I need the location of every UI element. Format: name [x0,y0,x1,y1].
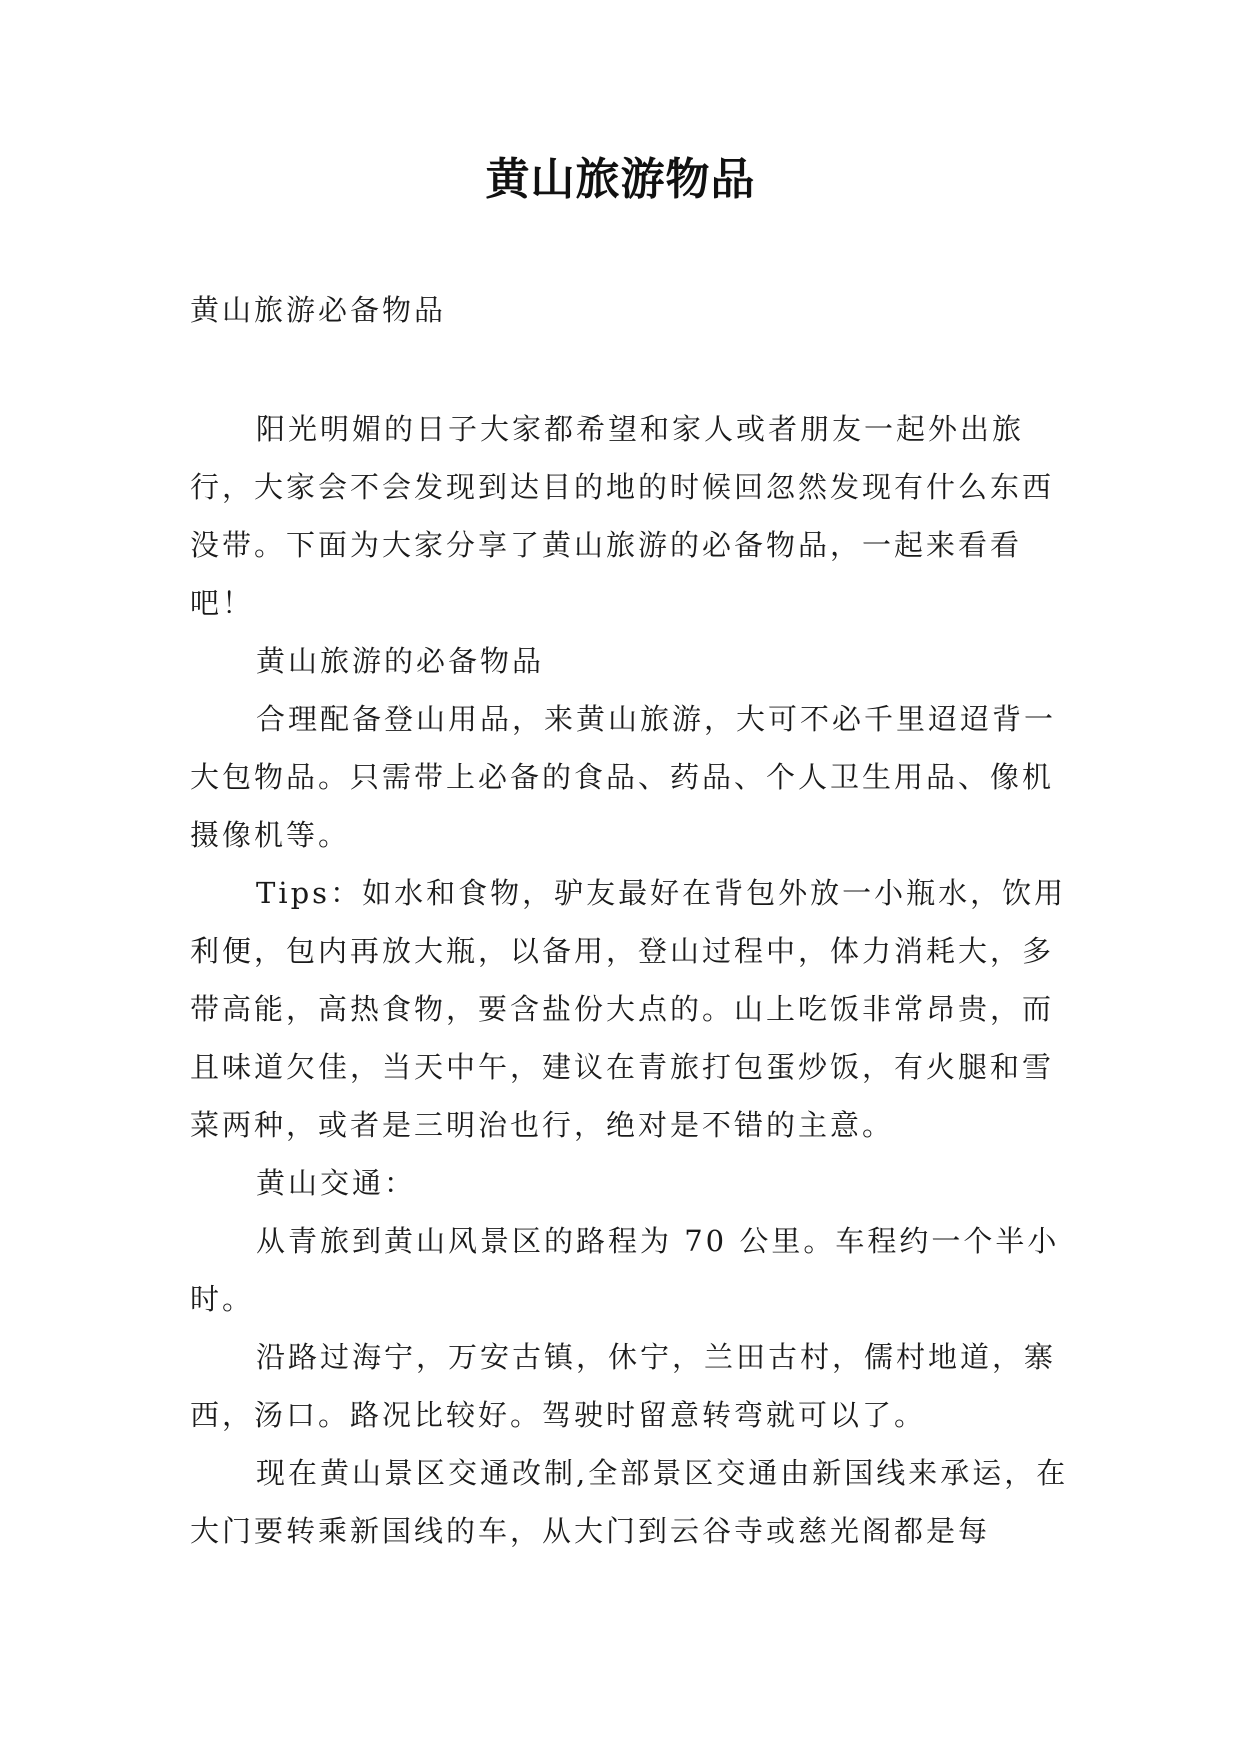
document-title: 黄山旅游物品 [485,154,756,205]
paragraph-gear: 合理配备登山用品，来黄山旅游，大可不必千里迢迢背一大包物品。只需带上必备的食品、药品、个人卫生用品、像机摄像机等。 [190,702,1057,852]
document-subtitle: 黄山旅游必备物品 [190,293,447,327]
paragraph-transport-heading: 黄山交通： [256,1166,417,1200]
paragraph-route: 沿路过海宁，万安古镇，休宁，兰田古村，儒村地道，寨西，汤口。路况比较好。驾驶时留意转弯就可以了。 [190,1340,1057,1432]
paragraph-scenic-transport: 现在黄山景区交通改制,全部景区交通由新国线来承运，在大门要转乘新国线的车，从大门到云谷寺或慈光阁都是每 [190,1456,1069,1548]
paragraph-tips: Tips：如水和食物，驴友最好在背包外放一小瓶水，饮用利便，包内再放大瓶，以备用，登山过程中，体力消耗大，多带高能，高热食物，要含盐份大点的。山上吃饭非常昂贵，而且味道欠佳，当天中午，建议在青旅打包蛋炒饭，有火腿和雪菜两种，或者是三明治也行，绝对是不错的主意。 [190,876,1067,1142]
paragraph-distance: 从青旅到黄山风景区的路程为 70 公里。车程约一个半小时。 [190,1224,1060,1316]
paragraph-section-heading: 黄山旅游的必备物品 [256,644,545,678]
document-body [190,400,1070,1560]
paragraph-intro: 阳光明媚的日子大家都希望和家人或者朋友一起外出旅行，大家会不会发现到达目的地的时候回忽然发现有什么东西没带。下面为大家分享了黄山旅游的必备物品，一起来看看吧！ [190,412,1055,620]
